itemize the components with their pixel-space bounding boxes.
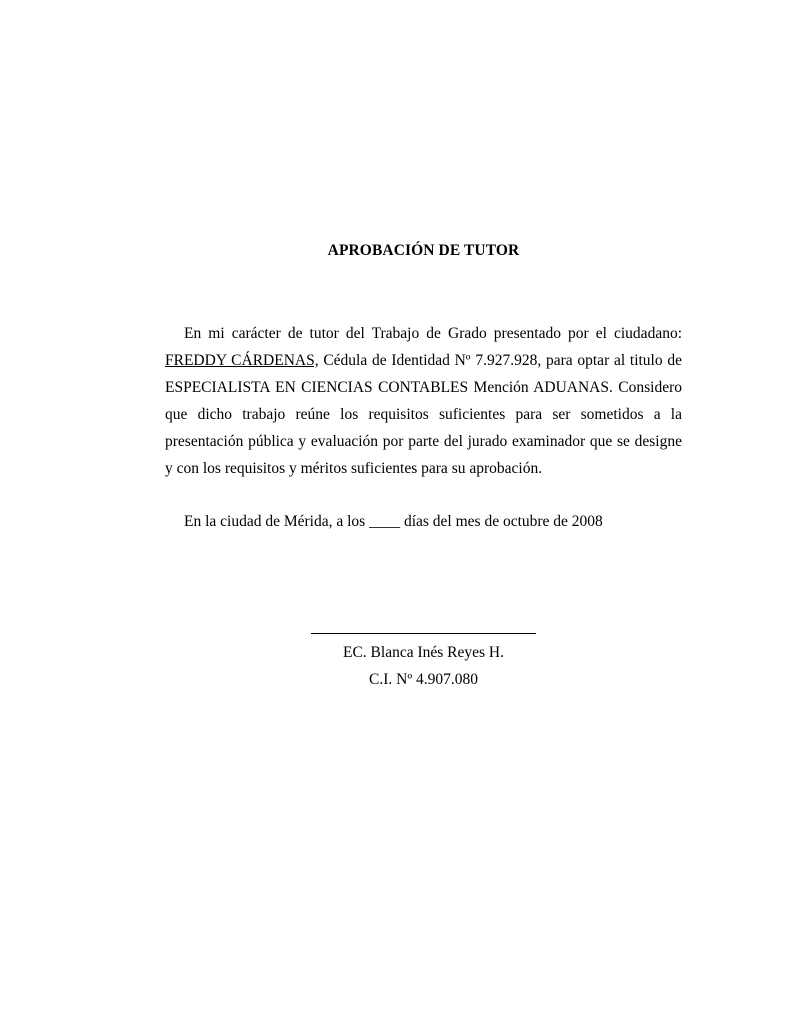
paragraph-rest: Cédula de Identidad Nº 7.927.928, para optar al titulo de ESPECIALISTA EN CIENCIAS CONTABLES Mención ADUANAS. Considero que dicho trabajo reúne los requisitos suficientes para ser sometidos a la presentación pública y evaluación por parte del jurado examinador que se designe y con los requisitos y méritos suficientes para su aprobación. xyxy=(165,352,682,477)
signatory-id: C.I. Nº 4.907.080 xyxy=(369,671,478,688)
signatory-name: EC. Blanca Inés Reyes H. xyxy=(343,644,504,661)
document-title: APROBACIÓN DE TUTOR xyxy=(327,242,520,259)
student-name: FREDDY CÁRDENAS, xyxy=(165,352,319,369)
approval-paragraph-text xyxy=(165,320,682,482)
date-paragraph xyxy=(165,508,682,535)
paragraph-lead: En mi carácter de tutor del Trabajo de Grado presentado por el ciudadano: xyxy=(184,325,682,342)
date-paragraph-text: En la ciudad de Mérida, a los ____ días del mes de octubre de 2008 xyxy=(184,513,603,530)
signature-line xyxy=(311,633,536,634)
approval-paragraph xyxy=(165,320,682,482)
